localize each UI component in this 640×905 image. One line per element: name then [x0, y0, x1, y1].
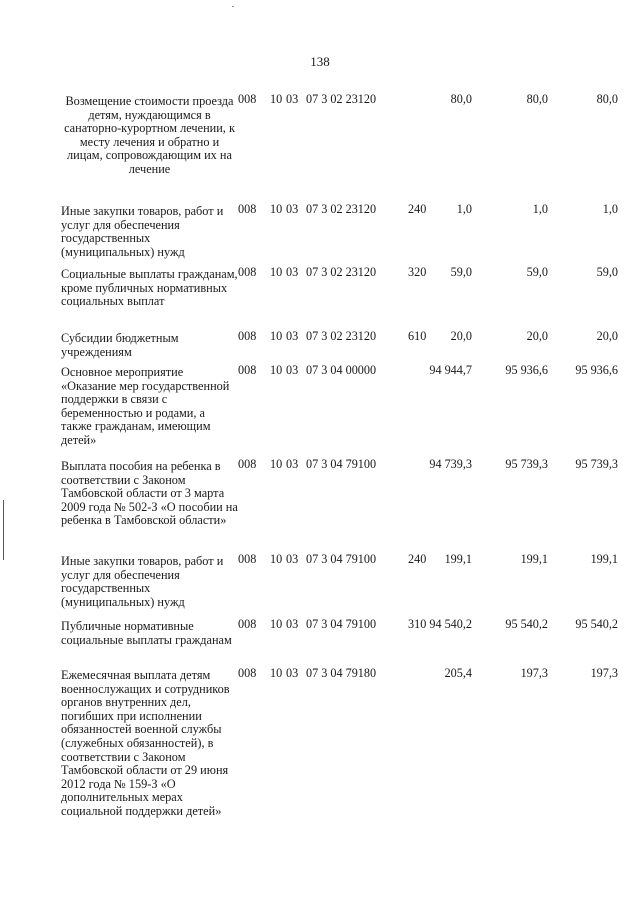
code-ved: 008 — [238, 457, 257, 471]
code-subsection: 03 — [286, 457, 299, 471]
code-vr: 320 — [408, 265, 427, 279]
value-year-3: 80,0 — [596, 92, 618, 106]
value-year-1: 94 540,2 — [429, 617, 472, 631]
code-subsection: 03 — [286, 202, 299, 216]
code-section: 10 — [270, 552, 283, 566]
code-subsection: 03 — [286, 329, 299, 343]
code-subsection: 03 — [286, 617, 299, 631]
page-number: 138 — [310, 54, 330, 69]
code-csr: 07 3 02 23120 — [306, 329, 377, 343]
value-year-1: 59,0 — [450, 265, 472, 279]
value-year-1: 20,0 — [450, 329, 472, 343]
row-name: Иные закупки товаров, работ и услуг для обеспечения государственных (муниципальных) нужд — [61, 554, 224, 609]
value-year-1: 94 739,3 — [429, 457, 472, 471]
row-name: Субсидии бюджетным учреждениям — [61, 331, 179, 359]
code-ved: 008 — [238, 329, 257, 343]
code-vr: 310 — [408, 617, 427, 631]
code-ved: 008 — [238, 202, 257, 216]
value-year-2: 59,0 — [526, 265, 548, 279]
row-name: Иные закупки товаров, работ и услуг для обеспечения государственных (муниципальных) нужд — [61, 204, 224, 259]
code-section: 10 — [270, 457, 283, 471]
code-ved: 008 — [238, 617, 257, 631]
scan-artifact — [232, 6, 234, 7]
value-year-2: 199,1 — [520, 552, 548, 566]
row-name: Публичные нормативные социальные выплаты гражданам — [61, 619, 232, 647]
value-year-2: 95 540,2 — [505, 617, 548, 631]
code-section: 10 — [270, 265, 283, 279]
value-year-2: 80,0 — [526, 92, 548, 106]
code-vr: 610 — [408, 329, 427, 343]
value-year-2: 95 739,3 — [505, 457, 548, 471]
code-csr: 07 3 02 23120 — [306, 265, 377, 279]
row-name: Выплата пособия на ребенка в соответствии с Законом Тамбовской области от 3 марта 2009 года № 502-З «О пособии на ребенка в Тамбовской области» — [61, 459, 238, 528]
code-subsection: 03 — [286, 363, 299, 377]
value-year-3: 95 540,2 — [575, 617, 618, 631]
code-ved: 008 — [238, 552, 257, 566]
code-section: 10 — [270, 92, 283, 106]
code-subsection: 03 — [286, 92, 299, 106]
value-year-3: 95 936,6 — [575, 363, 618, 377]
code-ved: 008 — [238, 666, 257, 680]
value-year-1: 205,4 — [444, 666, 472, 680]
code-section: 10 — [270, 363, 283, 377]
value-year-2: 20,0 — [526, 329, 548, 343]
value-year-1: 94 944,7 — [429, 363, 472, 377]
row-name: Возмещение стоимости проезда детям, нуждающимся в санаторно-курортном лечении, к месту лечения и обратно и лицам, сопровождающим их на лечение — [64, 94, 235, 176]
value-year-2: 95 936,6 — [505, 363, 548, 377]
code-ved: 008 — [238, 363, 257, 377]
scan-edge-mark — [3, 500, 4, 560]
row-name: Основное мероприятие «Оказание мер государственной поддержки в связи с беременностью и родами, а также гражданам, имеющим детей» — [61, 365, 230, 447]
value-year-1: 199,1 — [444, 552, 472, 566]
code-ved: 008 — [238, 265, 257, 279]
code-csr: 07 3 02 23120 — [306, 202, 377, 216]
value-year-3: 20,0 — [596, 329, 618, 343]
code-section: 10 — [270, 666, 283, 680]
code-csr: 07 3 02 23120 — [306, 92, 377, 106]
code-ved: 008 — [238, 92, 257, 106]
value-year-1: 1,0 — [456, 202, 472, 216]
value-year-2: 197,3 — [520, 666, 548, 680]
code-section: 10 — [270, 202, 283, 216]
code-csr: 07 3 04 79100 — [306, 617, 377, 631]
code-vr: 240 — [408, 202, 427, 216]
value-year-3: 59,0 — [596, 265, 618, 279]
value-year-1: 80,0 — [450, 92, 472, 106]
value-year-2: 1,0 — [532, 202, 548, 216]
code-subsection: 03 — [286, 666, 299, 680]
code-vr: 240 — [408, 552, 427, 566]
value-year-3: 199,1 — [590, 552, 618, 566]
value-year-3: 95 739,3 — [575, 457, 618, 471]
code-section: 10 — [270, 329, 283, 343]
code-csr: 07 3 04 79100 — [306, 457, 377, 471]
code-subsection: 03 — [286, 265, 299, 279]
value-year-3: 1,0 — [602, 202, 618, 216]
value-year-3: 197,3 — [590, 666, 618, 680]
row-name: Социальные выплаты гражданам, кроме публичных нормативных социальных выплат — [61, 267, 238, 309]
code-subsection: 03 — [286, 552, 299, 566]
code-csr: 07 3 04 00000 — [306, 363, 377, 377]
row-name: Ежемесячная выплата детям военнослужащих и сотрудников органов внутренних дел, погибших при исполнении обязанностей военной службы (служебных обязанностей), в соответствии с Законом Тамбовской области от 29 июня 2012 года № 159-З «О дополнительных мерах социальной поддержки детей» — [61, 668, 230, 818]
code-section: 10 — [270, 617, 283, 631]
code-csr: 07 3 04 79100 — [306, 552, 377, 566]
code-csr: 07 3 04 79180 — [306, 666, 377, 680]
